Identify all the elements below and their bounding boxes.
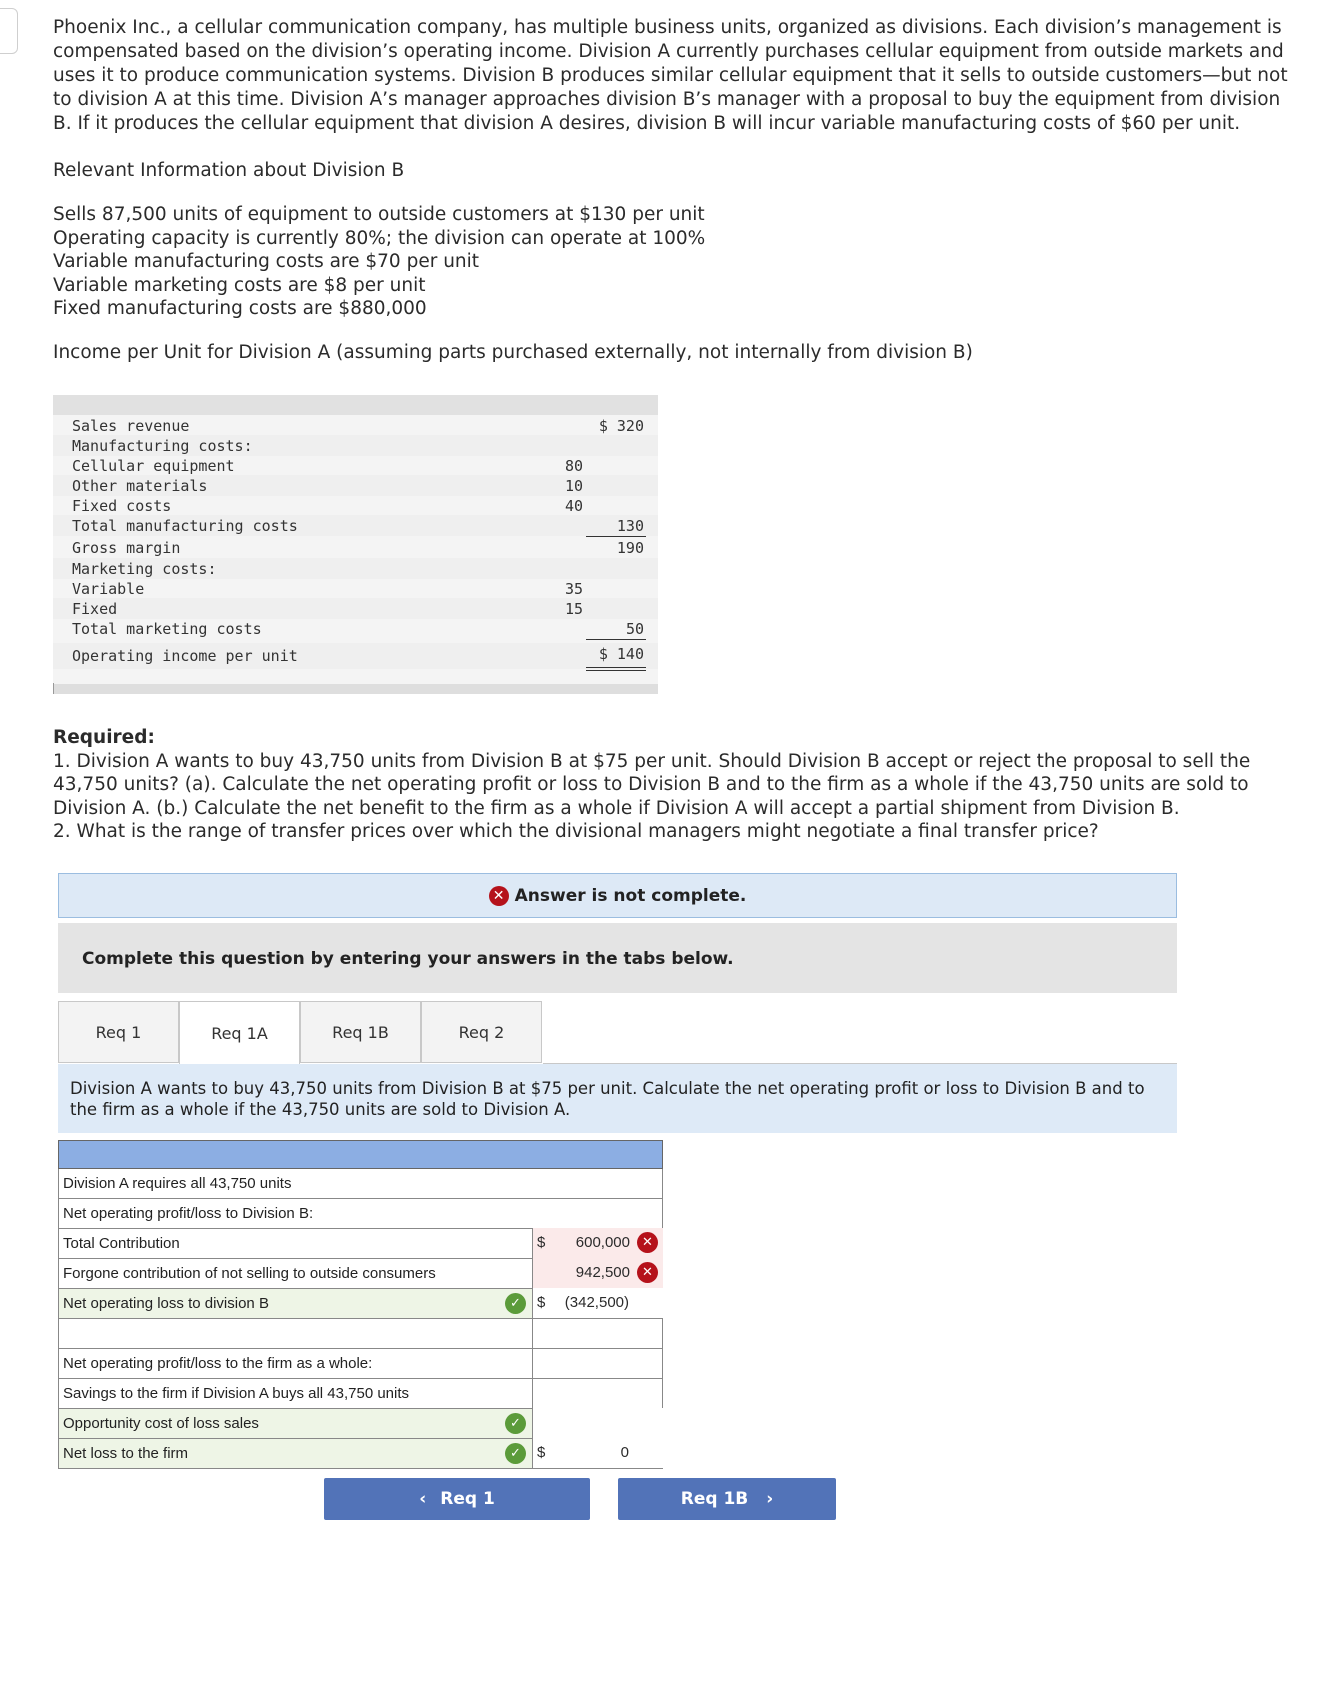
instructions: Complete this question by entering your answers in the tabs below. [58, 923, 1177, 993]
table-row [58, 1439, 663, 1469]
row-label: Savings to the firm if Division A buys all 43,750 units [63, 1385, 410, 1402]
statement-row [53, 435, 658, 456]
net-operating-loss-b-input[interactable] [532, 1288, 663, 1318]
row-c1: 15 [564, 600, 583, 618]
underline [586, 639, 646, 640]
row-label: Total marketing costs [72, 620, 262, 638]
row-label: Net operating profit/loss to Division B: [63, 1205, 314, 1222]
statement-row [53, 618, 658, 639]
tab-req-2[interactable]: Req 2 [421, 1001, 542, 1063]
row-c1: 80 [564, 457, 583, 475]
row-label: Net loss to the firm [63, 1445, 189, 1462]
correct-icon: ✓ [505, 1443, 526, 1464]
side-handle[interactable] [0, 8, 18, 54]
required-heading: Required: [53, 727, 155, 748]
row-label: Operating income per unit [72, 647, 298, 665]
relevant-line: Fixed manufacturing costs are $880,000 [53, 298, 427, 319]
row-label: Division A requires all 43,750 units [63, 1175, 292, 1192]
table-row [58, 1229, 663, 1259]
row-label: Variable [72, 580, 145, 598]
double-underline [586, 667, 646, 668]
savings-input[interactable] [532, 1378, 663, 1408]
prev-button[interactable] [324, 1478, 590, 1520]
table-row [58, 1199, 663, 1229]
total-contribution-input[interactable] [532, 1228, 663, 1258]
table-row [58, 1319, 663, 1349]
row-c1: 35 [564, 580, 583, 598]
statement-row [53, 578, 658, 599]
empty-cell [532, 1348, 663, 1378]
tab-req-1b[interactable]: Req 1B [300, 1001, 421, 1063]
chevron-right-icon: › [766, 1489, 774, 1509]
row-label: Cellular equipment [72, 457, 235, 475]
statement-row [53, 415, 658, 436]
row-c2: 190 [616, 539, 644, 557]
cell-value: 0 [620, 1444, 629, 1461]
cell-value: (342,500) [564, 1294, 629, 1311]
statement-edge [53, 683, 54, 694]
table-row [58, 1289, 663, 1319]
row-c2: $ 320 [598, 417, 644, 435]
forgone-contribution-input[interactable] [532, 1258, 663, 1288]
correct-icon: ✓ [505, 1413, 526, 1434]
statement-row [53, 515, 658, 536]
statement-row [53, 475, 658, 496]
double-underline [586, 670, 646, 671]
row-c1: 40 [564, 497, 583, 515]
relevant-list [53, 203, 1288, 321]
dollar-sign: $ [537, 1294, 546, 1311]
required-q1: 1. Division A wants to buy 43,750 units from Division B at $75 per unit. Should Division B accept or reject the proposal to sell the 43,750 units? (a). Calculate the net operating profit or loss to Division B and to the firm as a whole if the 43,750 units are sold to Division A. (b.) Calculate the net benefit to the firm as a whole if Division A will accept a partial shipment from Division B. [53, 750, 1251, 819]
row-label: Total manufacturing costs [72, 517, 298, 535]
dollar-sign: $ [537, 1444, 546, 1461]
row-label: Sales revenue [72, 417, 190, 435]
row-label: Forgone contribution of not selling to outside consumers [63, 1265, 436, 1282]
row-label: Other materials [72, 477, 208, 495]
incorrect-icon: ✕ [637, 1232, 658, 1253]
statement-footer-bar [53, 684, 658, 694]
row-label: Gross margin [72, 539, 181, 557]
row-label: Manufacturing costs: [72, 437, 253, 455]
next-button[interactable] [618, 1478, 836, 1520]
statement-row [53, 537, 658, 558]
table-row [58, 1379, 663, 1409]
income-statement [53, 395, 658, 694]
row-c1: 10 [564, 477, 583, 495]
required-q2: 2. What is the range of transfer prices over which the divisional managers might negotiate a final transfer price? [53, 821, 1099, 842]
row-label: Net operating loss to division B [63, 1295, 269, 1312]
statement-row [53, 455, 658, 476]
required-section [53, 726, 1288, 844]
row-label: Fixed costs [72, 497, 172, 515]
answer-status-banner [58, 873, 1177, 918]
table-row [58, 1409, 663, 1439]
relevant-line: Variable marketing costs are $8 per unit [53, 274, 426, 296]
row-c2: 50 [625, 620, 644, 638]
relevant-line: Variable manufacturing costs are $70 per unit [53, 251, 480, 272]
banner-text: Answer is not complete. [514, 885, 747, 906]
table-row [58, 1259, 663, 1289]
problem-text [53, 16, 1288, 388]
opportunity-cost-input[interactable] [532, 1408, 663, 1438]
prev-label: Req 1 [440, 1489, 495, 1509]
row-c2: 130 [616, 517, 644, 535]
relevant-line: Sells 87,500 units of equipment to outside customers at $130 per unit [53, 204, 705, 225]
chevron-left-icon: ‹ [419, 1489, 427, 1509]
net-loss-firm-input[interactable] [532, 1438, 663, 1468]
relevant-line: Operating capacity is currently 80%; the division can operate at 100% [53, 227, 706, 249]
correct-icon: ✓ [505, 1293, 526, 1314]
statement-row [53, 558, 658, 579]
statement-header-bar [53, 395, 658, 415]
row-label: Opportunity cost of loss sales [63, 1415, 259, 1432]
row-label: Marketing costs: [72, 560, 217, 578]
statement-row [53, 495, 658, 516]
tab-req-1[interactable]: Req 1 [58, 1001, 179, 1063]
empty-cell [532, 1318, 663, 1348]
statement-row [53, 598, 658, 619]
next-label: Req 1B [680, 1489, 749, 1509]
table-row [58, 1349, 663, 1379]
statement-row [53, 643, 658, 669]
tab-req-1a[interactable]: Req 1A [179, 1001, 300, 1065]
dollar-sign: $ [537, 1234, 546, 1251]
relevant-heading: Relevant Information about Division B [53, 160, 405, 181]
problem-intro: Phoenix Inc., a cellular communication company, has multiple business units, organized as divisions. Each division’s management is compensated based on the division’s operating income. Division A currently purchases cellular equipment from outside markets and uses it to produce communication systems. Division B produces similar cellular equipment that it sells to outside customers—but not to division A at this time. Division A’s manager approaches division B’s manager with a proposal to buy the equipment from division B. If it produces the cellular equipment that division A desires, division B will incur variable manufacturing costs of $60 per unit. [53, 17, 1288, 134]
row-label: Fixed [72, 600, 118, 618]
tab-prompt: Division A wants to buy 43,750 units from Division B at $75 per unit. Calculate the net operating profit or loss to Division B and to the firm as a whole if the 43,750 units are sold to Division A. [58, 1064, 1177, 1133]
error-icon: ✕ [489, 886, 509, 906]
row-label: Total Contribution [63, 1235, 180, 1252]
cell-value: 942,500 [575, 1264, 630, 1281]
answer-table-header [58, 1140, 663, 1169]
cell-value: 600,000 [575, 1234, 630, 1251]
table-row [58, 1169, 663, 1199]
income-heading: Income per Unit for Division A (assuming parts purchased externally, not internally from division B) [53, 341, 973, 363]
row-c2: $ 140 [598, 645, 644, 663]
incorrect-icon: ✕ [637, 1262, 658, 1283]
row-label: Net operating profit/loss to the firm as a whole: [63, 1355, 373, 1372]
